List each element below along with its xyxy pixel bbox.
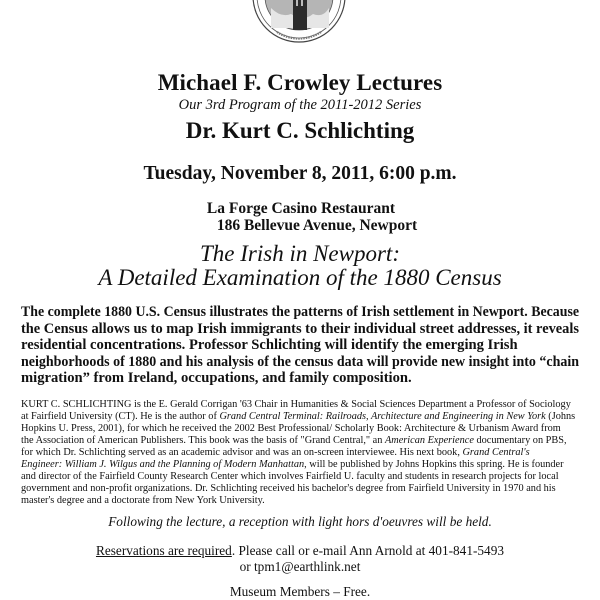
bio-line xyxy=(21,435,581,447)
reservations-contact: . Please call or e-mail Ann Arnold at 401-841-5493 xyxy=(231,543,505,558)
book-title: Grand Central's xyxy=(462,447,530,458)
bio-line: Hopkins U. Press, 2001), for which he received the 2002 Best Professional/ Scholarly Book: Architecture & Urbanism Award from xyxy=(21,423,561,434)
book-title: Grand Central Terminal: Railroads, Architecture and Engineering in New York xyxy=(219,411,546,422)
bio-line xyxy=(21,459,581,471)
bio-text: for which Dr. Schlichting served as an academic advisor and was an on-screen interviewee. His next book, xyxy=(21,447,463,458)
description-line: the Census allows us to map Irish immigrants to their individual street addresses, it reveals xyxy=(21,320,579,337)
bio-line: and director of the Fairfield County Research Center which involves Fairfield U. faculty and students in research projects for local xyxy=(21,471,559,482)
bio-text: , will be published by Johns Hopkins this spring. He is founder xyxy=(304,459,564,470)
reception-note: Following the lecture, a reception with light hors d'oeuvres will be held. xyxy=(108,514,492,529)
book-title: Engineer: William J. Wilgus and the Planning of Modern Manhattan xyxy=(21,459,305,470)
lecture-series-title: Michael F. Crowley Lectures xyxy=(157,70,443,95)
bio-text: (Johns xyxy=(545,411,576,422)
description-line: neighborhoods of 1880 and his analysis of the census data will provide new insight into “chain xyxy=(21,353,579,370)
society-seal-logo xyxy=(251,0,347,44)
event-date: Tuesday, November 8, 2011, 6:00 p.m. xyxy=(143,163,457,184)
program-subtitle: Our 3rd Program of the 2011-2012 Series xyxy=(178,97,422,113)
contact-email-link[interactable]: tpm1@earthlink.net xyxy=(253,559,361,574)
bio-line: government and non-profit organizations. Dr. Schlichting received his bachelor's degree from Fairfield University in 1970 and his xyxy=(21,483,556,494)
reservations-required-label: Reservations are required xyxy=(95,543,232,558)
reservations-line xyxy=(0,543,600,559)
bio-text: at Fairfield University (CT). He is the author of xyxy=(21,411,220,422)
venue-address-text: 186 Bellevue Avenue, Newport xyxy=(216,217,418,234)
members-pricing: Museum Members – Free. xyxy=(229,584,371,599)
bio-line xyxy=(21,447,581,459)
venue-name xyxy=(0,200,600,218)
series-title: American Experience xyxy=(384,435,474,446)
description-line: The complete 1880 U.S. Census illustrates the patterns of Irish settlement in Newport. Because xyxy=(21,304,579,320)
bio-text: documentary on PBS, xyxy=(473,435,567,446)
email-prefix: or xyxy=(239,559,254,574)
speaker-bio xyxy=(21,399,581,507)
topic-title-line2: A Detailed Examination of the 1880 Census xyxy=(98,265,502,290)
venue-name-text: La Forge Casino Restaurant xyxy=(206,200,396,217)
email-line xyxy=(0,559,600,575)
bio-line: master's degree and a doctorate from New York University. xyxy=(21,495,265,506)
bio-line xyxy=(21,411,581,423)
description-line: migration” from Ireland, occupations, and family composition. xyxy=(21,370,412,387)
description-line: residential concentrations. Professor Schlichting will identify the emerging Irish xyxy=(21,337,518,354)
lecture-description xyxy=(21,304,581,387)
bio-text: the Association of American Publishers. This book was the basis of "Grand Central," an xyxy=(21,435,385,446)
speaker-name: Dr. Kurt C. Schlichting xyxy=(185,118,415,143)
topic-title-line1: The Irish in Newport: xyxy=(200,241,400,266)
bio-line: KURT C. SCHLICHTING is the E. Gerald Corrigan '63 Chair in Humanities & Social Sciences Department a Professor of Sociology xyxy=(21,399,571,410)
venue-address xyxy=(0,217,600,235)
